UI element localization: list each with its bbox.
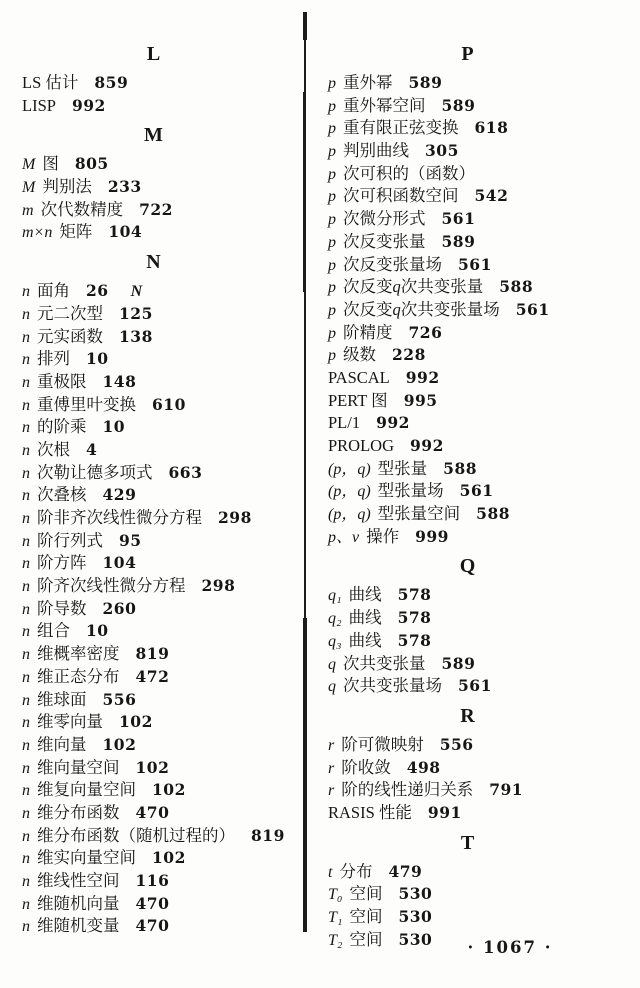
entry-page-number: 791 [489,780,524,800]
index-entry [22,484,300,507]
entry-term: 次反变q次共变张量场 [343,299,500,319]
index-entry [22,303,300,326]
entry-variable: n [22,578,30,596]
section-header-N: N [146,251,162,274]
entry-page-number: 95 [119,530,142,550]
entry-page-number: 588 [499,277,534,297]
index-entry [328,675,620,698]
index-entry [328,861,620,884]
entry-term: 阶方阵 [37,553,87,573]
entry-page-number: 260 [102,598,137,618]
entry-page-number: 470 [135,893,170,913]
section-header-R: R [460,704,476,727]
entry-term: 曲线 [348,585,382,605]
entry-page-number: 102 [119,712,153,732]
entry-page-number: 429 [102,485,137,505]
entry-variable: n [22,510,30,527]
entry-term: 曲线 [348,630,382,650]
index-entry [328,299,620,322]
entry-page-number: 10 [86,349,109,369]
entry-page-number: 102 [152,848,186,868]
entry-term: 曲线 [348,608,382,628]
entry-term: 空间 [349,907,383,926]
entry-term: 阶精度 [343,322,393,342]
index-entry [328,95,620,118]
index-entry [22,326,300,349]
index-entry [328,140,620,163]
entry-term: 次共变张量 [343,653,426,673]
entry-page-number: 10 [86,621,109,641]
entry-term: 面角 [37,281,70,301]
entry-page-number: 589 [441,95,476,115]
index-entry [328,208,620,231]
entry-term: 维分布函数（随机过程的） [37,825,235,845]
entry-term: RASIS 性能 [328,802,412,822]
entry-variable: q₃ [328,632,342,650]
entry-variable: n [22,305,30,323]
entry-page-number: 561 [458,254,492,274]
entry-variable: n [22,283,30,301]
entry-term: 阶齐次线性微分方程 [37,576,186,596]
entry-term: LISP [22,95,56,115]
entry-term: 维分布函数 [37,802,120,822]
entry-variable: T₁ [328,909,343,926]
index-entry [328,367,620,390]
entry-variable: p [328,279,336,297]
entry-term: 维向量 [37,734,87,754]
index-entry [22,530,300,553]
entry-term: 空间 [349,884,383,904]
index-entry [328,254,620,277]
entry-term: 矩阵 [59,222,93,242]
entry-variable: n [22,396,30,414]
entry-term: 元二次型 [37,303,103,323]
entry-page-number: 992 [71,95,106,115]
section-header-M: M [144,124,164,147]
entry-page-number: 589 [441,653,476,673]
index-entry [22,416,300,439]
entry-variable: q [328,655,336,673]
entry-variable: n [22,441,30,459]
entry-term: 阶非齐次线性微分方程 [37,508,202,527]
entry-variable: p [328,143,336,161]
entry-term: 阶的线性递归关系 [341,780,474,800]
entry-variable: M [22,179,36,197]
index-left-column [22,36,300,938]
entry-term: 次共变张量场 [343,676,442,696]
section-header-L: L [146,43,162,65]
entry-variable: n [22,351,30,369]
entry-variable: M [22,156,36,174]
index-entry [22,689,300,712]
entry-term: 级数 [343,345,376,365]
entry-term: 重有限正弦变换 [343,118,459,138]
index-entry [22,199,300,222]
entry-term: 维复向量空间 [37,780,136,800]
entry-variable: n [22,623,30,641]
entry-variable: r [328,782,335,800]
entry-term: 判别法 [42,177,92,197]
entry-variable: p [328,324,336,342]
entry-page-number: 722 [139,199,173,219]
entry-cross-reference: N [130,283,143,301]
entry-page-number: 589 [441,231,476,251]
entry-term: 重极限 [37,371,87,391]
entry-term: 阶行列式 [37,530,103,550]
entry-term-variable: q [392,299,401,319]
entry-variable: n [22,691,30,709]
entry-term: PASCAL [328,367,390,387]
index-entry [328,883,620,906]
entry-variable: p [328,188,336,206]
entry-term: 次勒让德多项式 [37,462,153,482]
entry-term: 维概率密度 [37,644,120,664]
entry-page-number: 561 [441,209,476,229]
entry-page-number: 472 [135,666,170,686]
entry-variable: p [328,211,336,229]
entry-page-number: 542 [474,186,509,206]
entry-term: 型张量 [377,458,428,478]
entry-page-number: 561 [458,676,492,696]
entry-variable: n [22,532,30,550]
entry-variable: p [328,256,336,274]
index-entry [328,390,620,413]
index-entry [328,117,620,140]
index-entry [22,870,300,893]
entry-variable: p [328,120,336,138]
entry-term: 次反变q次共变张量 [343,277,484,297]
index-entry [328,480,620,503]
entry-term: 重外幂空间 [343,95,426,115]
entry-page-number: 995 [403,390,438,410]
index-entry [328,630,620,653]
entry-variable: n [22,736,30,754]
index-entry [328,435,620,458]
index-entry [328,322,620,345]
entry-variable: n [22,714,30,732]
entry-term: 次可积的（函数） [343,163,475,183]
entry-page-number: 470 [135,802,170,822]
column-divider-segment [303,618,307,932]
index-entry [328,802,620,825]
section-header-Q: Q [459,555,477,578]
entry-variable: (p，q) [328,460,371,478]
entry-term: 图 [42,154,59,174]
section-header-T: T [460,831,476,854]
entry-term: 次代数精度 [40,199,124,219]
entry-page-number: 556 [439,734,474,754]
entry-variable: n [22,600,30,618]
entry-variable: n [22,373,30,391]
entry-variable: m×n [22,224,53,242]
entry-variable: p [328,165,336,183]
index-entry [22,734,300,757]
entry-page-number: 610 [152,394,186,414]
index-entry [328,653,620,676]
index-entry [22,915,300,938]
entry-term: 次可积函数空间 [343,186,459,206]
index-entry [22,620,300,643]
entry-term: 维随机变量 [37,916,120,936]
entry-page-number: 726 [408,322,443,342]
index-entry [22,95,300,118]
entry-variable: n [22,918,30,936]
index-entry [22,462,300,485]
entry-variable: n [22,328,30,346]
entry-page-number: 298 [218,508,252,527]
entry-page-number: 102 [135,757,170,777]
column-divider-segment [303,92,306,292]
entry-variable: q₂ [328,610,342,628]
index-entry [22,371,300,394]
entry-page-number: 479 [388,861,423,881]
entry-page-number: 589 [408,73,443,92]
index-entry [328,276,620,299]
entry-variable: n [22,646,30,664]
section-header-P: P [461,43,475,65]
entry-variable: n [22,895,30,913]
entry-term: 维球面 [37,689,87,709]
entry-variable: n [22,555,30,573]
entry-page-number: 992 [410,436,444,455]
entry-term: 维实向量空间 [37,848,136,868]
index-entry [328,72,620,95]
entry-page-number: 561 [459,481,494,501]
index-entry [22,643,300,666]
entry-term: PERT 图 [328,390,388,410]
index-entry [328,779,620,802]
entry-variable: n [22,873,30,890]
entry-page-number: 116 [135,871,170,890]
entry-page-number: 991 [427,802,462,822]
index-entry [22,666,300,689]
entry-page-number: 10 [102,417,126,437]
entry-page-number: 805 [74,154,109,174]
index-entry [328,344,620,367]
entry-page-number: 578 [397,608,432,628]
entry-page-number: 233 [107,177,142,197]
entry-variable: n [22,668,30,686]
index-entry [22,221,300,244]
entry-variable: p [328,233,336,251]
entry-page-number: 578 [397,630,432,650]
index-entry [22,72,300,95]
index-right-column [328,36,620,951]
entry-term: PROLOG [328,436,395,455]
index-entry [328,231,620,254]
entry-page-number: 148 [102,371,137,391]
index-entry [328,584,620,607]
entry-term: 次微分形式 [343,209,426,229]
index-entry [22,348,300,371]
entry-term: 阶收敛 [341,757,391,777]
index-entry [328,526,620,549]
entry-variable: (p，q) [328,483,371,501]
index-entry [22,893,300,916]
entry-page-number: 588 [443,458,478,478]
entry-variable: p [328,347,336,365]
entry-term: 型张量场 [377,481,444,501]
entry-term: 元实函数 [37,326,103,346]
entry-page-number: 530 [398,884,433,904]
entry-page-number: 992 [405,367,440,387]
index-entry [22,552,300,575]
index-entry [22,757,300,780]
index-entry [22,711,300,734]
entry-term: 维向量空间 [37,757,120,777]
entry-page-number: 298 [201,576,236,596]
entry-term: 维线性空间 [37,871,120,890]
entry-term: 维随机向量 [37,893,120,913]
entry-page-number: 470 [135,916,170,936]
entry-page-number: 992 [376,413,410,433]
index-entry [22,153,300,176]
entry-term: 分布 [339,861,373,881]
entry-term: 次反变张量 [343,231,426,251]
index-entry [328,412,620,435]
entry-page-number: 819 [251,825,285,845]
entry-term: 次反变张量场 [343,254,442,274]
entry-page-number: 104 [102,553,137,573]
entry-term: 组合 [37,621,70,641]
entry-variable: n [22,850,30,868]
entry-variable: n [22,759,30,777]
entry-variable: p [328,97,336,115]
entry-page-number: 618 [474,118,509,138]
entry-term: 判别曲线 [343,141,409,161]
index-entry [22,176,300,199]
index-entry [22,847,300,870]
entry-page-number: 663 [168,462,203,482]
entry-variable: n [22,827,30,845]
entry-variable: t [328,863,333,881]
entry-page-number: 588 [476,504,511,524]
index-entry [328,185,620,208]
entry-page-number: 498 [406,757,441,777]
entry-variable: m [22,201,34,219]
entry-term: LS 估计 [22,73,79,92]
index-entry [328,906,620,929]
entry-term: 的阶乘 [37,417,87,437]
entry-page-number: 125 [119,303,153,323]
index-entry [328,163,620,186]
entry-page-number: 138 [119,326,153,346]
entry-term: 阶可微映射 [341,734,424,754]
entry-variable: p [328,301,336,319]
entry-page-number: 26 [86,281,109,301]
entry-variable: p [328,75,336,92]
entry-variable: n [22,804,30,822]
index-entry [22,507,300,530]
index-entry [22,280,300,303]
index-entry [328,734,620,757]
page-number: · 1067 · [467,938,553,957]
entry-page-number: 228 [392,345,426,365]
entry-variable: p、v [328,528,360,546]
index-entry [22,598,300,621]
entry-term: 空间 [349,929,383,949]
index-entry [328,458,620,481]
entry-variable: r [328,736,335,754]
entry-page-number: 999 [415,526,449,546]
entry-term: 次叠核 [37,485,87,505]
entry-page-number: 104 [108,222,143,242]
index-entry [22,779,300,802]
entry-page-number: 859 [94,73,129,92]
entry-term: 重外幂 [343,73,393,92]
entry-variable: n [22,782,30,800]
entry-page-number: 578 [397,585,432,605]
entry-term: 重傅里叶变换 [37,394,136,414]
entry-page-number: 102 [102,734,137,754]
entry-term: 阶导数 [37,598,87,618]
entry-term: 排列 [37,349,70,369]
entry-page-number: 530 [398,929,433,949]
entry-term: PL/1 [328,413,361,433]
entry-term: 次根 [37,439,70,459]
entry-page-number: 4 [86,439,98,459]
column-divider-segment [303,12,307,40]
entry-variable: r [328,759,335,777]
entry-page-number: 530 [398,907,433,926]
entry-variable: q [328,678,336,696]
entry-variable: T₂ [328,931,343,949]
entry-term: 型张量空间 [377,504,461,524]
entry-variable: T₀ [328,886,343,904]
index-entry [22,825,300,848]
entry-page-number: 305 [425,141,459,161]
entry-page-number: 102 [152,780,186,800]
index-entry [22,802,300,825]
entry-variable: (p，q) [328,506,371,524]
entry-term: 维零向量 [37,712,103,732]
entry-term: 维正态分布 [37,666,120,686]
entry-term: 操作 [366,526,400,546]
entry-page-number: 819 [135,644,170,664]
index-entry [22,394,300,417]
entry-variable: n [22,419,30,437]
entry-term-variable: q [392,277,401,297]
entry-variable: n [22,464,30,482]
index-entry [22,575,300,598]
index-entry [22,439,300,462]
entry-variable: q₁ [328,587,342,605]
index-entry [328,757,620,780]
index-entry [328,503,620,526]
entry-page-number: 556 [102,689,137,709]
entry-page-number: 561 [515,299,550,319]
entry-variable: n [22,487,30,505]
index-entry [328,607,620,630]
